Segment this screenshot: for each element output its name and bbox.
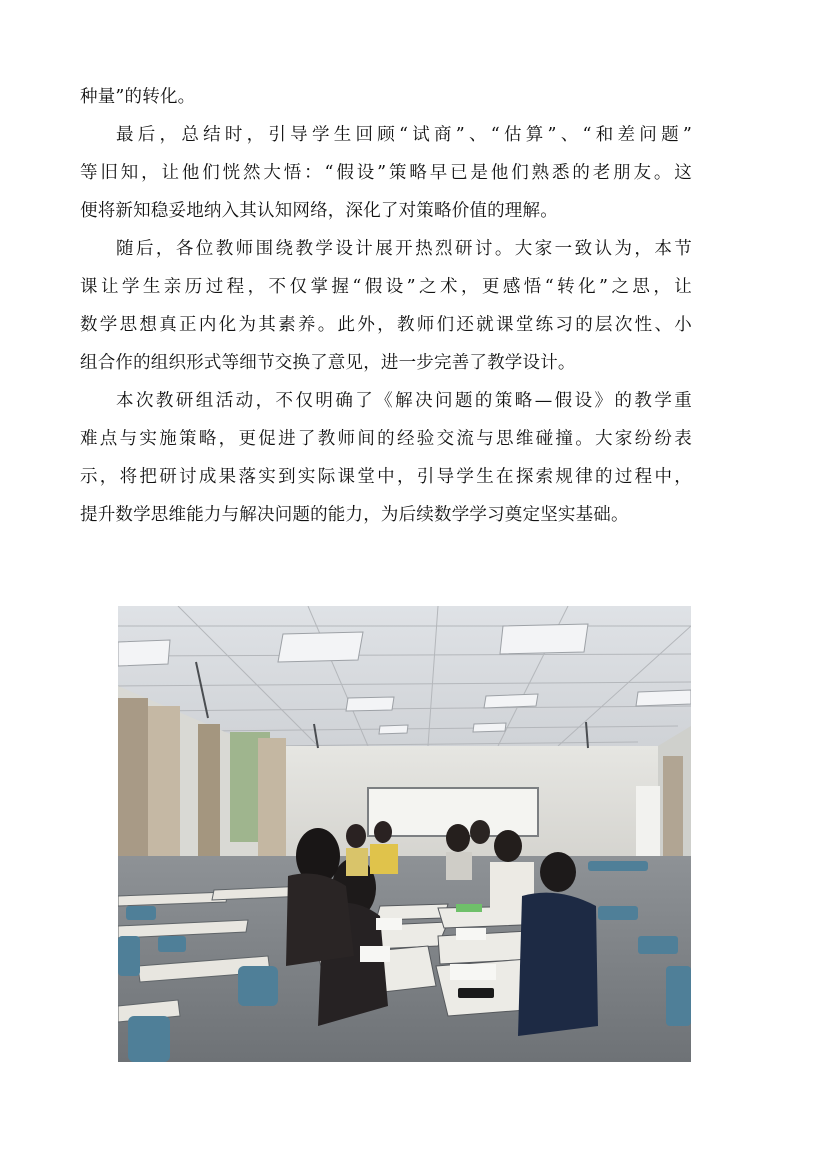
paragraph-line: 课让学生亲历过程，不仅掌握“假设”之术，更感悟“转化”之思，让 (80, 277, 692, 297)
paragraph-line: 难点与实施策略，更促进了教师间的经验交流与思维碰撞。大家纷纷表 (80, 429, 692, 449)
paragraph-line: 最后，总结时，引导学生回顾“试商”、“估算”、“和差问题” (116, 125, 692, 145)
classroom-meeting-photo (118, 606, 691, 1062)
paragraph-line: 本次教研组活动，不仅明确了《解决问题的策略—假设》的教学重 (116, 391, 692, 411)
paragraph-line: 随后，各位教师围绕教学设计展开热烈研讨。大家一致认为，本节 (116, 239, 692, 259)
paragraph-line: 组合作的组织形式等细节交换了意见，进一步完善了教学设计。 (80, 353, 576, 373)
paragraph-line: 示，将把研讨成果落实到实际课堂中，引导学生在探索规律的过程中， (80, 467, 692, 487)
paragraph-line: 便将新知稳妥地纳入其认知网络，深化了对策略价值的理解。 (80, 201, 558, 221)
paragraph-line: 种量”的转化。 (80, 87, 196, 107)
paragraph-line: 等旧知，让他们恍然大悟：“假设”策略早已是他们熟悉的老朋友。这 (80, 163, 692, 183)
paragraph-line: 提升数学思维能力与解决问题的能力，为后续数学学习奠定坚实基础。 (80, 505, 629, 525)
article-body (80, 84, 692, 540)
paragraph-line: 数学思想真正内化为其素养。此外，教师们还就课堂练习的层次性、小 (80, 315, 692, 335)
